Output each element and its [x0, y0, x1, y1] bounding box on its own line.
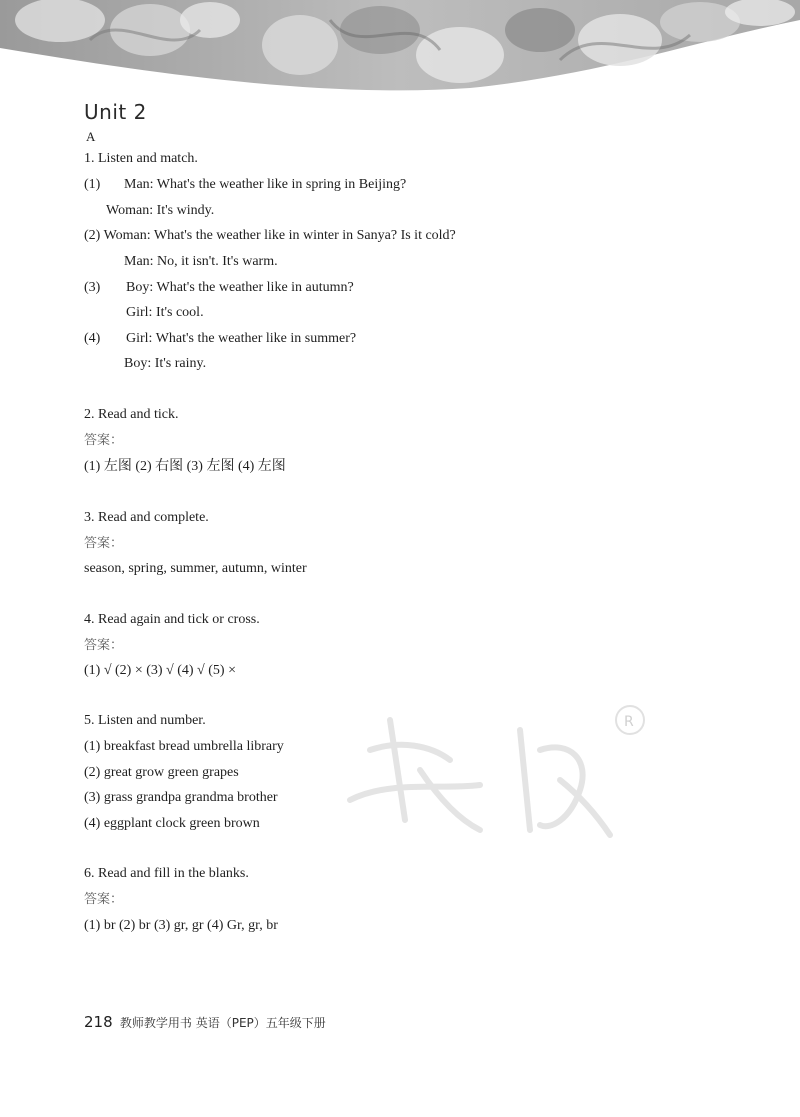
s1-line: (3) — [84, 280, 101, 295]
s1-line: Man: What's the weather like in spring in Beijing? — [124, 177, 407, 192]
s4-answer-label: 答案： — [84, 638, 124, 653]
s4-answer: (1) √ (2) × (3) √ (4) √ (5) × — [84, 663, 236, 678]
s1-line: Man: No, it isn't. It's warm. — [124, 254, 278, 269]
s2-heading: 2. Read and tick. — [84, 407, 179, 422]
registered-mark: R — [624, 714, 634, 730]
s1-line: (4) — [84, 331, 101, 346]
s2-answer-label: 答案： — [84, 433, 124, 448]
s6-answer: (1) br (2) br (3) gr, gr (4) Gr, gr, br — [84, 918, 278, 933]
page-number: 218 — [84, 1013, 113, 1031]
s1-line: Boy: It's rainy. — [124, 356, 207, 371]
s3-answer: season, spring, summer, autumn, winter — [84, 561, 307, 576]
s1-line: (2) Woman: What's the weather like in winter in Sanya? Is it cold? — [84, 228, 456, 243]
s2-answer: (1) 左图 (2) 右图 (3) 左图 (4) 左图 — [84, 459, 286, 474]
s1-line: Boy: What's the weather like in autumn? — [126, 280, 354, 295]
s5-line: (4) eggplant clock green brown — [84, 816, 260, 831]
s3-answer-label: 答案： — [84, 536, 124, 551]
s5-line: (2) great grow green grapes — [84, 765, 239, 780]
unit-title: Unit 2 — [84, 100, 147, 124]
s5-line: (3) grass grandpa grandma brother — [84, 790, 278, 805]
book-title: 教师教学用书 英语（PEP）五年级下册 — [119, 1016, 326, 1030]
s6-answer-label: 答案： — [84, 892, 124, 907]
s1-line: (1) — [84, 177, 101, 192]
s5-heading: 5. Listen and number. — [84, 713, 206, 728]
s6-heading: 6. Read and fill in the blanks. — [84, 866, 249, 881]
page-footer — [84, 1013, 326, 1031]
s5-line: (1) breakfast bread umbrella library — [84, 739, 284, 754]
section-label: A — [86, 129, 96, 144]
s1-heading: 1. Listen and match. — [84, 151, 198, 166]
s1-line: Girl: What's the weather like in summer? — [126, 331, 357, 346]
s1-line: Girl: It's cool. — [126, 305, 204, 320]
s4-heading: 4. Read again and tick or cross. — [84, 612, 260, 627]
s1-line: Woman: It's windy. — [106, 203, 215, 218]
s3-heading: 3. Read and complete. — [84, 510, 209, 525]
